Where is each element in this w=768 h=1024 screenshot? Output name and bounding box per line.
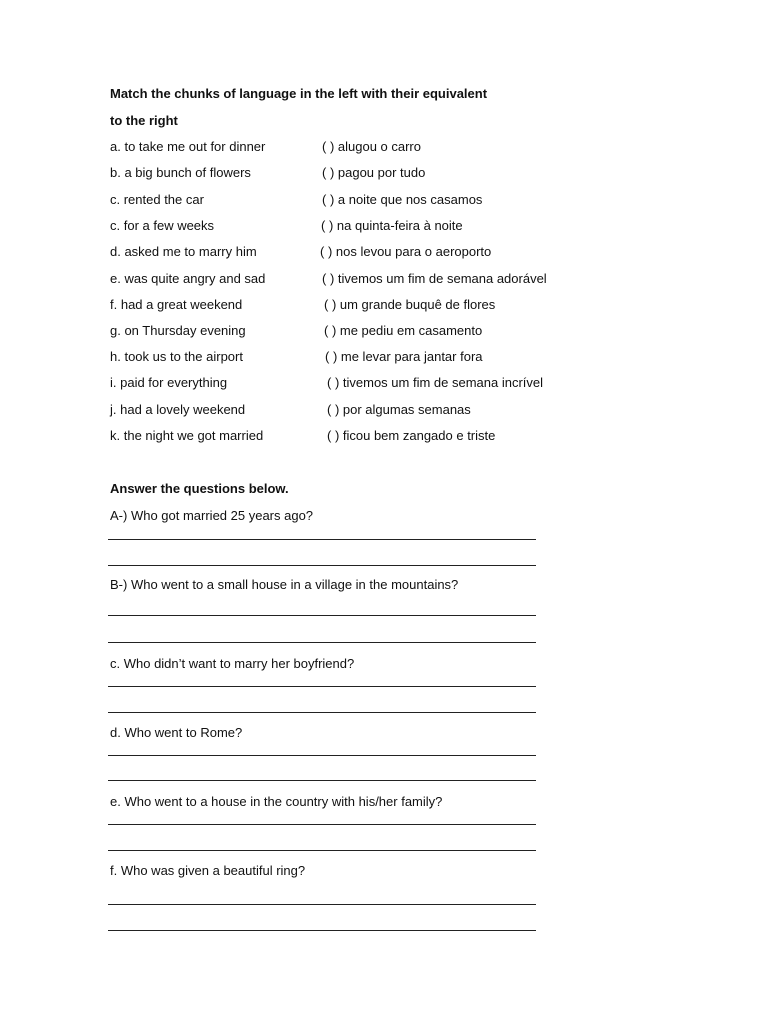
answer-line[interactable] <box>108 824 536 825</box>
question-e: e. Who went to a house in the country with his/her family? <box>110 794 443 809</box>
matching-right-12: ( ) ficou bem zangado e triste <box>327 428 496 443</box>
matching-left-a: a. to take me out for dinner <box>110 139 266 154</box>
matching-right-4: ( ) na quinta-feira à noite <box>321 218 463 233</box>
answer-line[interactable] <box>108 615 536 616</box>
matching-right-3: ( ) a noite que nos casamos <box>322 192 483 207</box>
answer-line[interactable] <box>108 780 536 781</box>
matching-left-h: h. took us to the airport <box>110 349 243 364</box>
question-f: f. Who was given a beautiful ring? <box>110 863 306 878</box>
matching-right-10: ( ) tivemos um fim de semana incrível <box>327 375 544 390</box>
questions-heading: Answer the questions below. <box>110 481 289 496</box>
matching-left-e: e. was quite angry and sad <box>110 271 266 286</box>
matching-left-g: g. on Thursday evening <box>110 323 246 338</box>
question-b: B-) Who went to a small house in a village in the mountains? <box>110 577 459 592</box>
matching-instruction-line1: Match the chunks of language in the left with their equivalent <box>110 86 488 101</box>
matching-left-k: k. the night we got married <box>110 428 264 443</box>
answer-line[interactable] <box>108 642 536 643</box>
matching-right-2: ( ) pagou por tudo <box>322 165 426 180</box>
matching-right-1: ( ) alugou o carro <box>322 139 421 154</box>
answer-line[interactable] <box>108 686 536 687</box>
matching-left-j: j. had a lovely weekend <box>110 402 246 417</box>
answer-line[interactable] <box>108 850 536 851</box>
matching-left-c: c. rented the car <box>110 192 204 207</box>
matching-left-b: b. a big bunch of flowers <box>110 165 251 180</box>
matching-right-5: ( ) nos levou para o aeroporto <box>320 244 492 259</box>
question-d: d. Who went to Rome? <box>110 725 243 740</box>
question-a: A-) Who got married 25 years ago? <box>110 508 314 523</box>
matching-right-11: ( ) por algumas semanas <box>327 402 471 417</box>
answer-line[interactable] <box>108 904 536 905</box>
question-c: c. Who didn’t want to marry her boyfriend? <box>110 656 355 671</box>
matching-left-d: d. asked me to marry him <box>110 244 257 259</box>
answer-line[interactable] <box>108 712 536 713</box>
answer-line[interactable] <box>108 565 536 566</box>
matching-instruction-line2: to the right <box>110 113 178 128</box>
answer-line[interactable] <box>108 539 536 540</box>
matching-left-i: i. paid for everything <box>110 375 228 390</box>
answer-line[interactable] <box>108 755 536 756</box>
matching-right-8: ( ) me pediu em casamento <box>324 323 483 338</box>
matching-right-7: ( ) um grande buquê de flores <box>324 297 496 312</box>
matching-left-f: f. had a great weekend <box>110 297 243 312</box>
answer-line[interactable] <box>108 930 536 931</box>
matching-right-6: ( ) tivemos um fim de semana adorável <box>322 271 547 286</box>
matching-right-9: ( ) me levar para jantar fora <box>325 349 483 364</box>
matching-left-c2: c. for a few weeks <box>110 218 215 233</box>
